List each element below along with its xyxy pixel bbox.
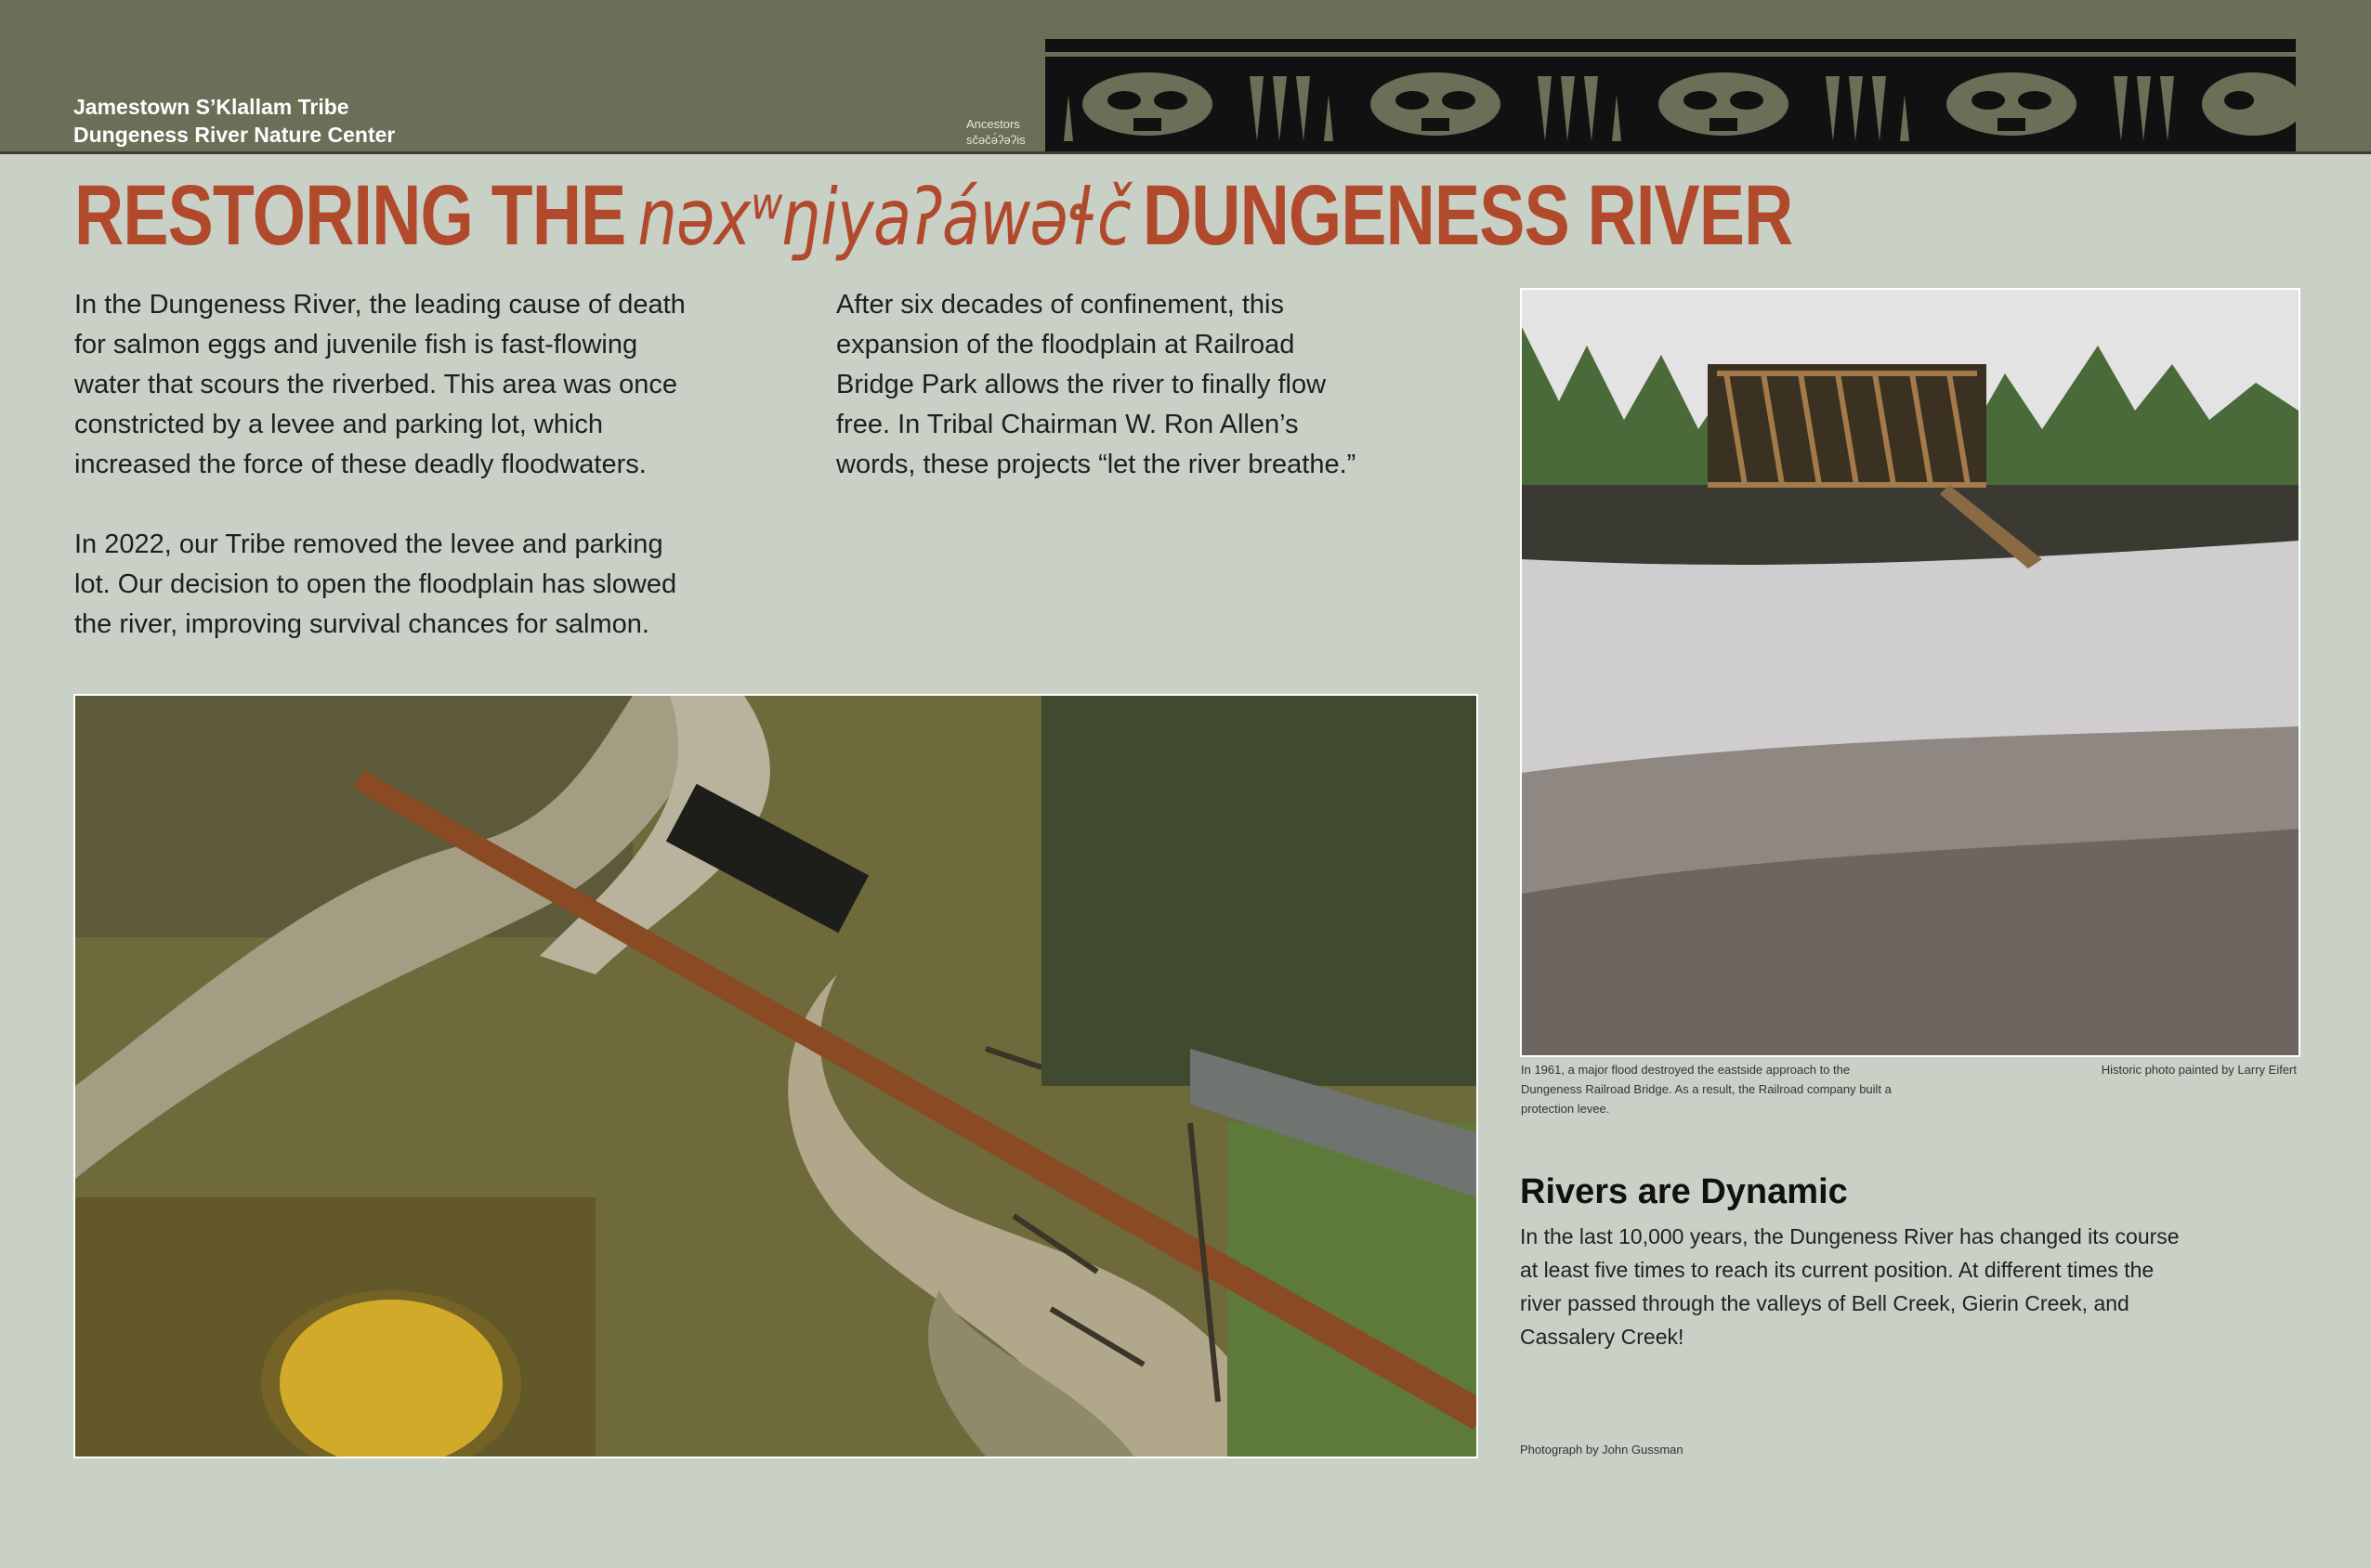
org-name-center: Dungeness River Nature Center bbox=[73, 123, 396, 147]
ancestors-native: sčəčə́ʔəʔis bbox=[966, 133, 1026, 147]
page-title bbox=[74, 167, 1792, 269]
historic-bridge-painting bbox=[1520, 288, 2300, 1057]
historic-photo-caption: In 1961, a major flood destroyed the eastside approach to the Dungeness Railroad Bridge. As a result, the Railroad company built a protection levee. bbox=[1521, 1063, 1892, 1116]
sidebar-heading: Rivers are Dynamic bbox=[1520, 1172, 1848, 1211]
header-rule bbox=[0, 151, 2371, 154]
coast-salish-art-band bbox=[1045, 39, 2296, 152]
paragraph-salmon-deaths: In the Dungeness River, the leading cause of death for salmon eggs and juvenile fish is fast-flowing water that scours the riverbed. This area was once constricted by a levee and parking lot, which increased the force of these deadly floodwaters. bbox=[74, 290, 686, 479]
header-bar bbox=[0, 0, 2371, 152]
paragraph-floodplain: After six decades of confinement, this expansion of the floodplain at Railroad Bridge Park allows the river to finally flow free. In Tribal Chairman W. Ron Allen’s words, these projects “let the river breathe.” bbox=[836, 290, 1356, 479]
aerial-river-photo bbox=[73, 694, 1478, 1458]
main-photo-credit: Photograph by John Gussman bbox=[1520, 1443, 1683, 1457]
ancestors-label bbox=[966, 116, 1026, 148]
sidebar-text: In the last 10,000 years, the Dungeness River has changed its course at least five times to reach its current position. At different times the river passed through the valleys of Bell Creek, Gierin Creek, and Cassalery Creek! bbox=[1520, 1224, 2180, 1349]
historic-photo-credit: Historic photo painted by Larry Eifert bbox=[2101, 1063, 2297, 1077]
title-part-3: DUNGENESS RIVER bbox=[1142, 168, 1793, 263]
org-name-tribe: Jamestown S’Klallam Tribe bbox=[73, 95, 349, 119]
ancestors-english: Ancestors bbox=[966, 117, 1020, 131]
organization-names bbox=[73, 93, 395, 149]
title-part-1: RESTORING THE bbox=[74, 168, 626, 263]
paragraph-levee-removal: In 2022, our Tribe removed the levee and parking lot. Our decision to open the floodplain has slowed the river, improving survival chances for salmon. bbox=[74, 529, 677, 639]
title-native-name: nəxʷŋiyaʔáwəɬč bbox=[637, 172, 1132, 263]
